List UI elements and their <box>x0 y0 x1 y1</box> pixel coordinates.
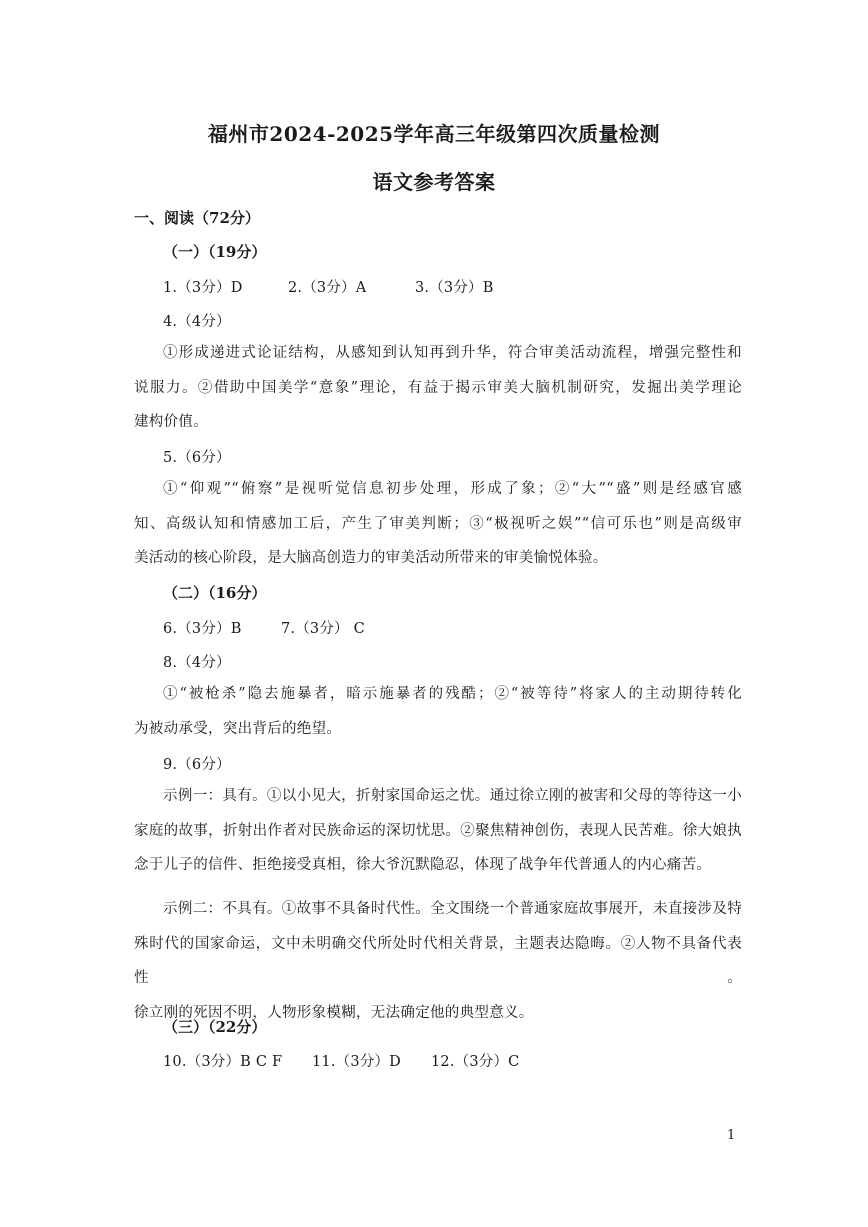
document-title: 福州市2024-2025学年高三年级第四次质量检测 <box>207 122 661 146</box>
answer-q9-label: 9.（6分） <box>163 757 231 773</box>
answer-q4-line: 说服力。②借助中国美学“意象”理论，有益于揭示审美大脑机制研究，发掘出美学理论 <box>134 379 742 396</box>
answer-q8-label: 8.（4分） <box>163 655 231 671</box>
answer-q5-body <box>134 472 742 576</box>
answer-q6: 6.（3分）B <box>163 621 242 637</box>
answer-q9-line: 殊时代的国家命运，文中未明确交代所处时代相关背景，主题表达隐晦。②人物不具备代表性。 <box>134 935 742 986</box>
answer-q8-line: ①“被枪杀”隐去施暴者，暗示施暴者的残酷；②“被等待”将家人的主动期待转化 <box>163 686 742 702</box>
answer-q4-line: 建构价值。 <box>134 414 208 430</box>
page-number: 1 <box>727 1128 736 1143</box>
answer-q5-label: 5.（6分） <box>163 450 231 466</box>
answer-q9-line: 念于儿子的信件、拒绝接受真相，徐大爷沉默隐忍，体现了战争年代普通人的内心痛苦。 <box>134 857 712 873</box>
answer-q5-line: 美活动的核心阶段，是大脑高创造力的审美活动所带来的审美愉悦体验。 <box>134 550 608 566</box>
answer-q9-example-1 <box>134 779 742 883</box>
answer-q4-line: ①形成递进式论证结构，从感知到认知再到升华，符合审美活动流程，增强完整性和 <box>163 345 742 361</box>
answer-q12: 12.（3分）C <box>431 1054 520 1070</box>
answer-q4-label: 4.（4分） <box>163 314 231 330</box>
answer-q1: 1.（3分）D <box>163 280 243 296</box>
answer-q9-line: 示例一：具有。①以小见大，折射家国命运之忧。通过徐立刚的被害和父母的等待这一小 <box>163 788 742 804</box>
answer-q11: 11.（3分）D <box>312 1054 402 1070</box>
answer-q3: 3.（3分）B <box>415 280 494 296</box>
answer-q7: 7.（3分） C <box>281 621 365 637</box>
answer-q8-body <box>134 677 742 746</box>
section-heading-reading: 一、阅读（72分） <box>134 209 260 227</box>
answer-q9-line: 示例二：不具有。①故事不具备时代性。全文围绕一个普通家庭故事展开，未直接涉及特 <box>163 901 742 917</box>
answer-q4-body <box>134 336 742 440</box>
answer-q8-line: 为被动承受，突出背后的绝望。 <box>134 720 342 737</box>
answer-q9-line: 徐立刚的死因不明，人物形象模糊，无法确定他的典型意义。 <box>134 1004 534 1021</box>
answer-q2: 2.（3分）A <box>288 280 367 296</box>
part-heading-2: （二）（16分） <box>163 584 267 602</box>
answer-q9-example-2 <box>134 892 742 1030</box>
answer-q9-line: 家庭的故事，折射出作者对民族命运的深切忧思。②聚焦精神创伤，表现人民苦难。徐大娘执 <box>134 822 742 839</box>
answer-q5-line: 知、高级认知和情感加工后，产生了审美判断；③“极视听之娱”“信可乐也”则是高级审 <box>134 515 742 532</box>
document-subtitle: 语文参考答案 <box>372 170 496 194</box>
answer-q5-line: ①“仰观”“俯察”是视听觉信息初步处理，形成了象；②“大”“盛”则是经感官感 <box>163 481 742 497</box>
part-heading-3: （三）（22分） <box>163 1018 267 1036</box>
answer-q10: 10.（3分）B C F <box>163 1054 283 1070</box>
part-heading-1: （一）（19分） <box>163 243 267 261</box>
